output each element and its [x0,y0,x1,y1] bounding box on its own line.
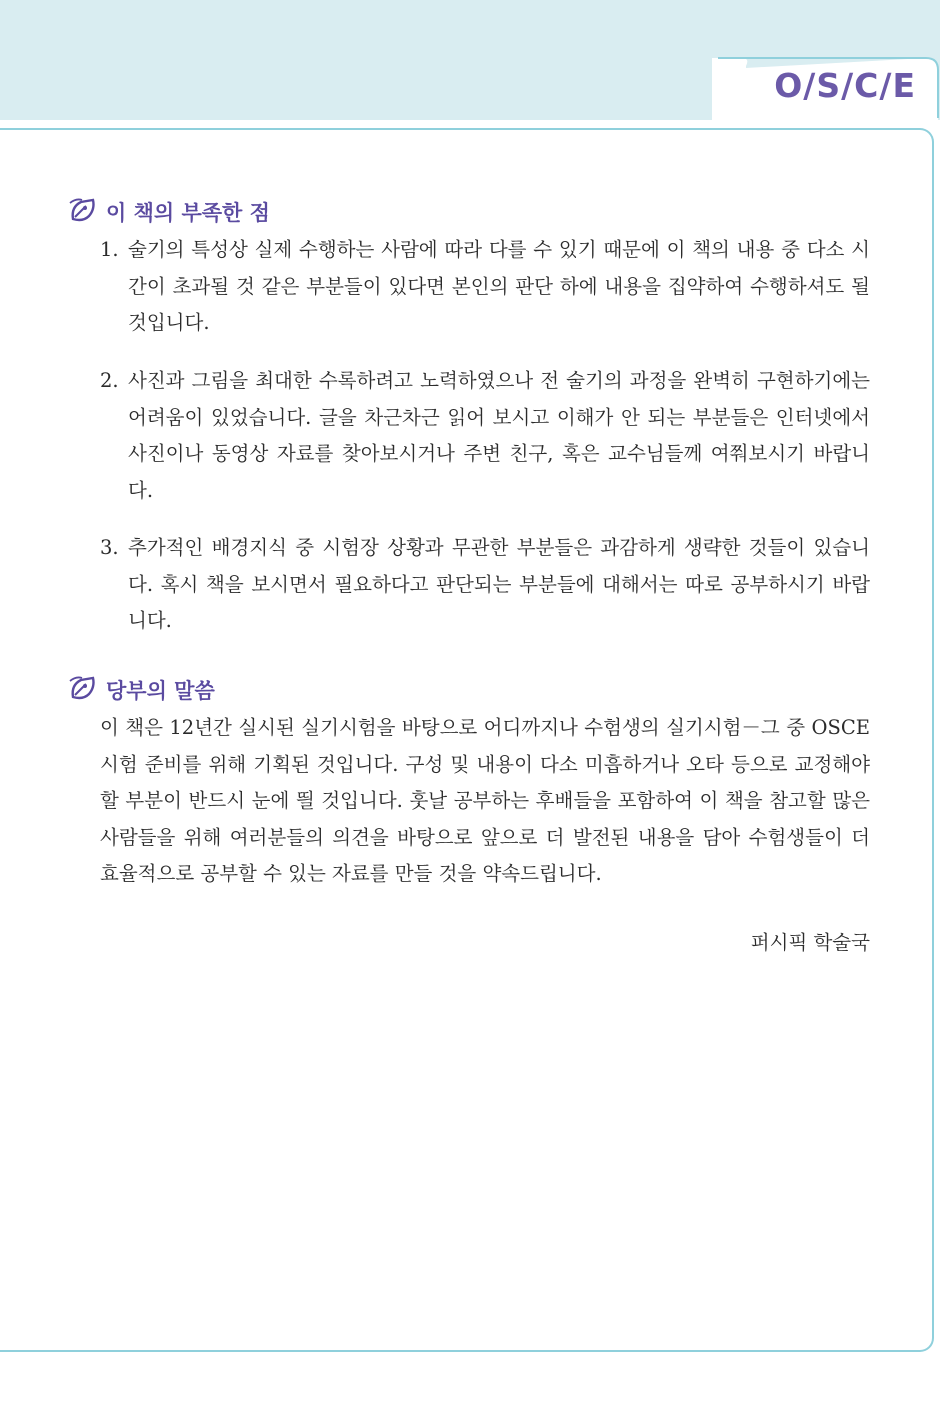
item-number: 2. [100,369,119,392]
pen-nib-icon [68,197,100,227]
section-title: 이 책의 부족한 점 [106,201,270,225]
item-number: 1. [100,238,119,261]
section-heading-shortcomings [68,196,270,228]
item-number: 3. [100,536,119,559]
list-item [100,530,870,640]
item-text: 추가적인 배경지식 중 시험장 상황과 무관한 부분들은 과감하게 생략한 것들이 있습니다. 혹시 책을 보시면서 필요하다고 판단되는 부분들에 대해서는 따로 공부하시기 바랍니다. [128,536,870,632]
signature: 퍼시픽 학술국 [750,931,870,954]
item-text: 사진과 그림을 최대한 수록하려고 노력하였으나 전 술기의 과정을 완벽히 구현하기에는 어려움이 있었습니다. 글을 차근차근 읽어 보시고 이해가 안 되는 부분들은 인터넷에서 사진이나 동영상 자료를 찾아보시거나 주변 친구, 혹은 교수님들께 여쭤보시기 바랍니다. [128,369,870,502]
item-text: 술기의 특성상 실제 수행하는 사람에 따라 다를 수 있기 때문에 이 책의 내용 중 다소 시간이 초과될 것 같은 부분들이 있다면 본인의 판단 하에 내용을 집약하여 수행하셔도 될 것입니다. [128,238,870,334]
pen-nib-icon [68,675,100,705]
list-item [100,232,870,342]
section-title: 당부의 말씀 [106,679,215,703]
section-heading-request [68,674,215,706]
request-paragraph: 이 책은 12년간 실시된 실기시험을 바탕으로 어디까지나 수험생의 실기시험－그 중 OSCE 시험 준비를 위해 기획된 것입니다. 구성 및 내용이 다소 미흡하거나 오타 등으로 교정해야 할 부분이 반드시 눈에 띌 것입니다. 훗날 공부하는 후배들을 포함하여 이 책을 참고할 많은 사람들을 위해 여러분들의 의견을 바탕으로 앞으로 더 발전된 내용을 담아 수험생들이 더 효율적으로 공부할 수 있는 자료를 만들 것을 약속드립니다. [100,716,870,885]
brand-logo: O/S/C/E [774,66,916,105]
list-item [100,363,870,509]
